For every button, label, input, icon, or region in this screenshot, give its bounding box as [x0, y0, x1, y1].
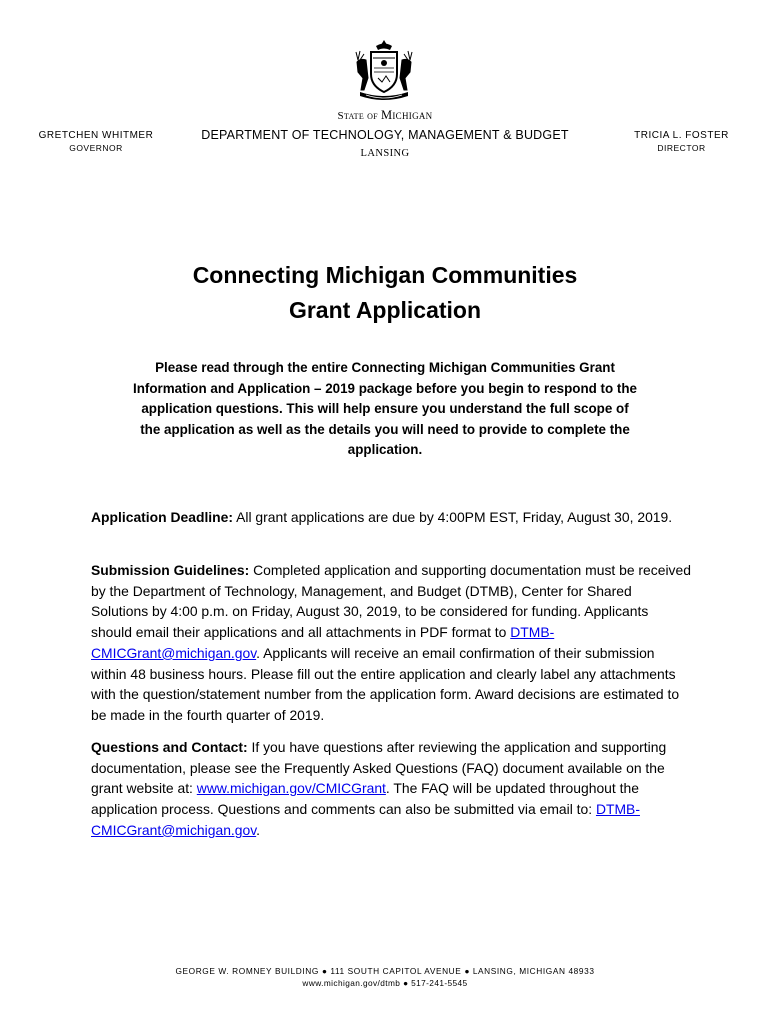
state-seal-icon	[352, 38, 416, 102]
governor-name: GRETCHEN WHITMER	[38, 130, 154, 141]
department-name: DEPARTMENT OF TECHNOLOGY, MANAGEMENT & BUDGET	[201, 128, 569, 142]
questions-email-link[interactable]: DTMB-CMICGrant@michigan.gov	[91, 801, 640, 838]
submission-text-after: . Applicants will receive an email confirmation of their submission within 48 business hours. Please fill out the entire application and clearly label any attachments with the question/statement number from the application form. Award decisions are estimated to be made in the fourth quarter of 2019.	[91, 644, 680, 723]
grant-website-link[interactable]: www.michigan.gov/CMICGrant	[196, 780, 386, 797]
questions-text-before: If you have questions after reviewing the application and supporting documentation, please see the Frequently Asked Questions (FAQ) document available on the grant website at:	[91, 739, 667, 797]
questions-text-end: .	[256, 821, 261, 838]
footer-contact: www.michigan.gov/dtmb ● 517-241-5545	[302, 978, 468, 988]
submission-text-before: Completed application and supporting documentation must be received by the Department of Technology, Management, and Budget (DTMB), Center for Shared Solutions by 4:00 p.m. on Friday, August 30, 2019, to be considered for funding. Applicants should email their applications and all attachments in PDF format to	[91, 562, 691, 641]
deadline-label: Application Deadline:	[91, 509, 234, 525]
submission-label: Submission Guidelines:	[91, 562, 250, 578]
governor-block	[32, 130, 160, 153]
submission-email-link[interactable]: DTMB-CMICGrant@michigan.gov	[91, 624, 555, 661]
deadline-text: All grant applications are due by 4:00PM EST, Friday, August 30, 2019.	[233, 509, 673, 525]
title-line-1: Connecting Michigan Communities	[192, 262, 578, 288]
state-prefix: State of	[337, 110, 378, 122]
director-name: TRICIA L. FOSTER	[634, 130, 729, 141]
state-name: Michigan	[380, 108, 433, 122]
director-title: DIRECTOR	[657, 143, 706, 153]
director-block	[624, 130, 739, 153]
page-title	[0, 258, 770, 328]
questions-text-middle: . The FAQ will be updated throughout the application process. Questions and comments can also be submitted via email to:	[91, 780, 639, 818]
title-line-2: Grant Application	[288, 297, 482, 323]
deadline-paragraph	[91, 507, 691, 528]
submission-paragraph	[91, 560, 691, 726]
questions-label: Questions and Contact:	[91, 739, 248, 755]
questions-paragraph	[91, 737, 691, 841]
state-heading	[0, 108, 770, 123]
footer-address: GEORGE W. ROMNEY BUILDING ● 111 SOUTH CAPITOL AVENUE ● LANSING, MICHIGAN 48933	[175, 966, 595, 976]
intro-paragraph: Please read through the entire Connecting Michigan Communities Grant Information and Application – 2019 package before you begin to respond to the application questions. This will help ensure you understand the full scope of the application as well as the details you will need to provide to complete the application.	[133, 360, 637, 457]
city-name: LANSING	[360, 148, 410, 159]
governor-title: GOVERNOR	[69, 143, 123, 153]
